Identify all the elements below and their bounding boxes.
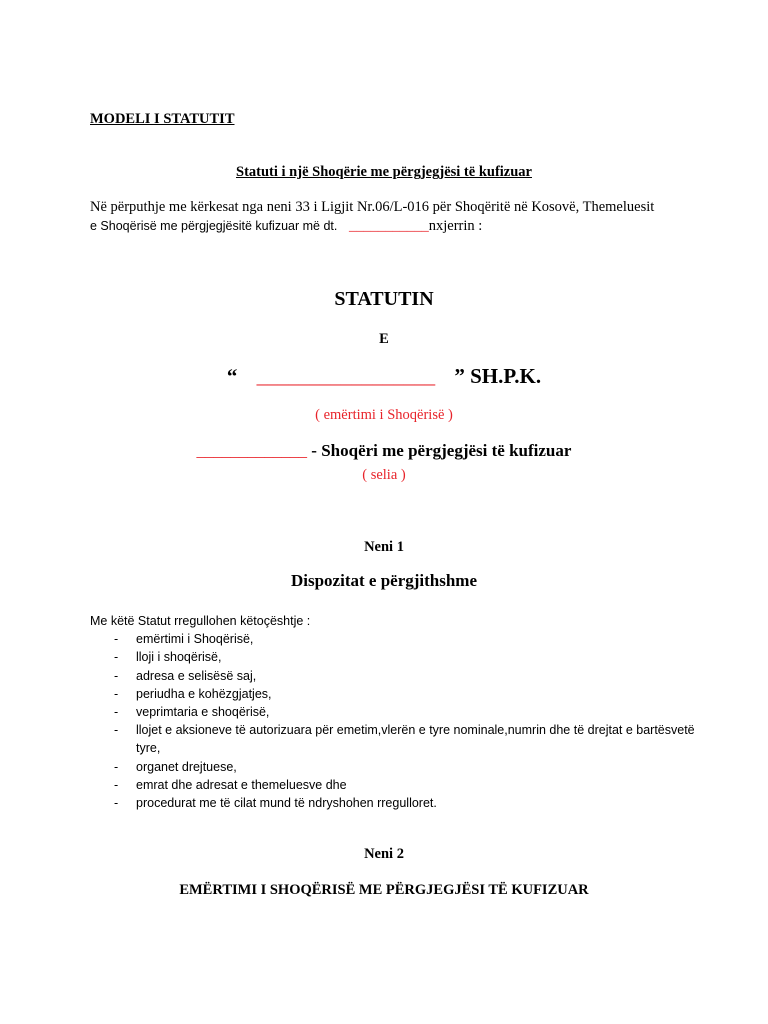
list-item: - periudha e kohëzgjatjes, xyxy=(114,686,272,701)
intro-line-2-suffix: nxjerrin : xyxy=(428,218,483,234)
article-2-label: Neni 2 xyxy=(364,846,404,862)
list-item: - organet drejtuese, xyxy=(114,759,237,774)
company-name-blank: _________________ xyxy=(256,364,436,388)
company-name-line xyxy=(0,364,768,389)
intro-line-2 xyxy=(90,218,482,235)
list-item: - llojet e aksioneve të autorizuara për emetim,vlerën e tyre nominale,numrin dhe të drejtat e bartësvetë tyre, xyxy=(114,723,695,756)
list-item: - veprimtaria e shoqërisë, xyxy=(114,705,270,720)
company-seat-line xyxy=(0,441,768,461)
seat-text: - Shoqëri me përgjegjësi të kufizuar xyxy=(311,441,572,460)
statute-conjunction: E xyxy=(379,331,389,347)
intro-line-2-prefix: e Shoqërisë me përgjegjësitë kufizuar më dt. xyxy=(90,219,338,233)
open-quote: “ xyxy=(226,364,238,388)
model-title: MODELI I STATUTIT xyxy=(90,111,235,127)
article-1-heading: Dispozitat e përgjithshme xyxy=(290,571,478,590)
intro-line-1: Në përputhje me kërkesat nga neni 33 i Ligjit Nr.06/L-016 për Shoqëritë në Kosovë, Themeluesit xyxy=(90,199,655,215)
statute-title: STATUTIN xyxy=(334,288,434,310)
article-2-heading: EMËRTIMI I SHOQËRISË ME PËRGJEGJËSI TË KUFIZUAR xyxy=(179,882,589,898)
date-blank: ___________ xyxy=(348,218,429,234)
list-item: - lloji i shoqërisë, xyxy=(114,650,222,665)
list-item: - emërtimi i Shoqërisë, xyxy=(114,632,254,647)
article-1-label: Neni 1 xyxy=(364,539,404,555)
article-1-list xyxy=(90,612,710,812)
company-name-suffix: ” SH.P.K. xyxy=(454,364,542,388)
article-1-intro: Me këtë Statut rregullohen këtoçështje : xyxy=(90,614,311,628)
seat-blank: _____________ xyxy=(196,441,308,460)
seat-hint: ( selia ) xyxy=(362,467,406,483)
company-name-hint: ( emërtimi i Shoqërisë ) xyxy=(315,407,453,423)
list-item: - emrat dhe adresat e themeluesve dhe xyxy=(114,777,347,792)
list-item: - adresa e selisësë saj, xyxy=(114,668,257,683)
document-subtitle: Statuti i një Shoqërie me përgjegjësi të kufizuar xyxy=(236,164,532,180)
list-item: - procedurat me të cilat mund të ndryshohen rregulloret. xyxy=(114,796,437,811)
